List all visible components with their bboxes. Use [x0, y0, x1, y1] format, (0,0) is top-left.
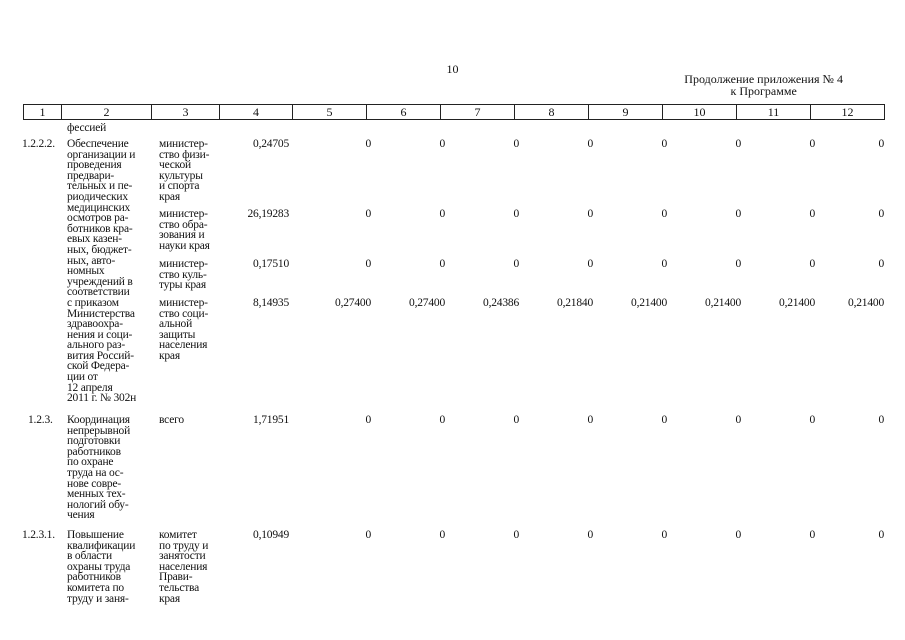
carryover-text: фессией — [67, 122, 107, 134]
value-cell-4: 1,71951 — [253, 414, 289, 426]
value-cell-8: 0,21840 — [557, 297, 593, 309]
value-cell-4: 0,24705 — [253, 138, 289, 150]
appendix-caption — [684, 73, 843, 97]
value-cell-5: 0 — [365, 529, 371, 541]
value-cell-7: 0,24386 — [483, 297, 519, 309]
row-title: Координация непрерывной подготовки работников по охране труда на ос- нове совре- менных тех- нологий обу- чения — [67, 414, 131, 522]
row-title: Повышение квалификации в области охраны труда работников комитета по труду и заня- — [67, 529, 136, 605]
column-header-8: 8 — [515, 105, 589, 120]
value-cell-6: 0 — [439, 258, 445, 270]
value-cell-5: 0 — [365, 138, 371, 150]
value-cell-5: 0 — [365, 414, 371, 426]
row-code: 1.2.3. — [28, 414, 53, 426]
column-header-11: 11 — [737, 105, 811, 120]
value-cell-5: 0 — [365, 258, 371, 270]
column-header-row — [23, 104, 885, 120]
value-cell-9: 0 — [661, 208, 667, 220]
column-header-1: 1 — [24, 105, 62, 120]
value-cell-6: 0 — [439, 414, 445, 426]
column-header-5: 5 — [293, 105, 367, 120]
value-cell-12: 0 — [878, 208, 884, 220]
column-header-12: 12 — [811, 105, 885, 120]
value-cell-11: 0,21400 — [779, 297, 815, 309]
row-code: 1.2.2.2. — [22, 138, 55, 150]
value-cell-10: 0 — [735, 208, 741, 220]
value-cell-5: 0 — [365, 208, 371, 220]
value-cell-9: 0,21400 — [631, 297, 667, 309]
page-number: 10 — [446, 62, 459, 76]
value-cell-9: 0 — [661, 138, 667, 150]
value-cell-12: 0,21400 — [848, 297, 884, 309]
column-header-7: 7 — [441, 105, 515, 120]
value-cell-6: 0 — [439, 208, 445, 220]
value-cell-10: 0 — [735, 414, 741, 426]
value-cell-10: 0 — [735, 258, 741, 270]
value-cell-8: 0 — [587, 138, 593, 150]
value-cell-5: 0,27400 — [335, 297, 371, 309]
value-cell-6: 0 — [439, 529, 445, 541]
value-cell-8: 0 — [587, 529, 593, 541]
column-header-4: 4 — [220, 105, 293, 120]
value-cell-4: 0,17510 — [253, 258, 289, 270]
value-cell-11: 0 — [809, 138, 815, 150]
value-cell-9: 0 — [661, 258, 667, 270]
appendix-line-2: к Программе — [730, 84, 797, 98]
executor-cell: министер- ство куль- туры края — [159, 258, 208, 292]
value-cell-6: 0,27400 — [409, 297, 445, 309]
value-cell-9: 0 — [661, 414, 667, 426]
value-cell-8: 0 — [587, 258, 593, 270]
column-header-10: 10 — [663, 105, 737, 120]
value-cell-7: 0 — [513, 414, 519, 426]
column-header-2: 2 — [62, 105, 152, 120]
row-title: Обеспечение организации и проведения предвари- тельных и пе- риодических медицинских осмотров ра- ботников кра- евых казен- ных, бюджет- ных, авто- номных учреждений в соответствии с приказом Министерства здравоохра- нения и соци- ального раз- вития Россий- ской Федера- ции от 12 апреля 2011 г. № 302н — [67, 138, 137, 405]
executor-cell: министер- ство физи- ческой культуры и спорта края — [159, 138, 210, 203]
value-cell-10: 0,21400 — [705, 297, 741, 309]
value-cell-11: 0 — [809, 208, 815, 220]
value-cell-11: 0 — [809, 258, 815, 270]
executor-cell: министер- ство соци- альной защиты населения края — [159, 297, 209, 362]
value-cell-11: 0 — [809, 414, 815, 426]
executor-cell: министер- ство обра- зования и науки края — [159, 208, 210, 252]
value-cell-4: 26,19283 — [247, 208, 289, 220]
executor-cell: комитет по труду и занятости населения Прави- тельства края — [159, 529, 209, 605]
value-cell-8: 0 — [587, 414, 593, 426]
value-cell-7: 0 — [513, 529, 519, 541]
row-code: 1.2.3.1. — [22, 529, 55, 541]
value-cell-10: 0 — [735, 138, 741, 150]
value-cell-4: 0,10949 — [253, 529, 289, 541]
value-cell-12: 0 — [878, 258, 884, 270]
value-cell-7: 0 — [513, 138, 519, 150]
value-cell-7: 0 — [513, 258, 519, 270]
appendix-line-1: Продолжение приложения № 4 — [684, 72, 843, 86]
value-cell-10: 0 — [735, 529, 741, 541]
column-header-3: 3 — [152, 105, 220, 120]
column-header-9: 9 — [589, 105, 663, 120]
executor-cell: всего — [159, 414, 184, 426]
value-cell-9: 0 — [661, 529, 667, 541]
value-cell-8: 0 — [587, 208, 593, 220]
column-header-6: 6 — [367, 105, 441, 120]
value-cell-12: 0 — [878, 414, 884, 426]
value-cell-11: 0 — [809, 529, 815, 541]
value-cell-7: 0 — [513, 208, 519, 220]
value-cell-12: 0 — [878, 529, 884, 541]
value-cell-6: 0 — [439, 138, 445, 150]
value-cell-12: 0 — [878, 138, 884, 150]
value-cell-4: 8,14935 — [253, 297, 289, 309]
